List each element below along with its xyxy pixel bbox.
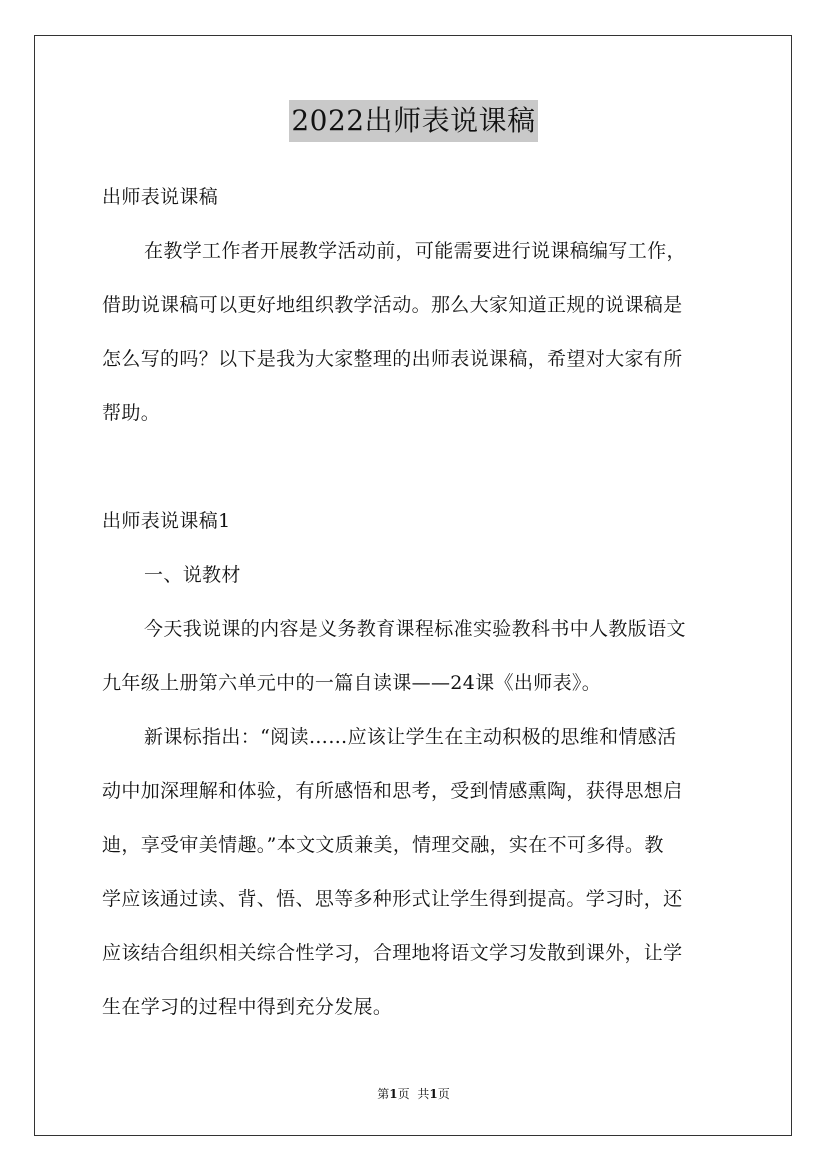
text-line: 今天我说课的内容是义务教育课程标准实验教科书中人教版语文	[144, 618, 686, 640]
page-suffix: 页	[397, 1087, 410, 1101]
page-footer	[0, 1085, 827, 1102]
text-line: 生在学习的过程中得到充分发展。	[102, 996, 393, 1018]
text-line: 九年级上册第六单元中的一篇自读课——24课《出师表》。	[102, 672, 602, 694]
document-title: 2022出师表说课稿	[289, 100, 537, 142]
text-line: 出师表说课稿	[102, 186, 219, 208]
page-current: 1	[389, 1087, 398, 1101]
text-line: 借助说课稿可以更好地组织教学活动。那么大家知道正规的说课稿是	[102, 294, 683, 316]
text-line: 怎么写的吗？以下是我为大家整理的出师表说课稿，希望对大家有所	[102, 348, 683, 370]
text-line: 新课标指出：“阅读……应该让学生在主动积极的思维和情感活	[144, 726, 677, 748]
text-line: 应该结合组织相关综合性学习，合理地将语文学习发散到课外，让学	[102, 942, 683, 964]
text-line: 迪，享受审美情趣。”本文文质兼美，情理交融，实在不可多得。教	[102, 834, 664, 856]
text-line: 在教学工作者开展教学活动前，可能需要进行说课稿编写工作，	[144, 240, 686, 262]
text-line: 一、说教材	[144, 564, 241, 586]
text-line: 帮助。	[102, 402, 161, 424]
blank-line	[102, 440, 728, 494]
total-suffix: 页	[437, 1087, 450, 1101]
text-line: 出师表说课稿1	[102, 510, 231, 532]
page-total: 1	[429, 1087, 438, 1101]
text-line: 动中加深理解和体验，有所感悟和思考，受到情感熏陶，获得思想启	[102, 780, 683, 802]
total-prefix: 共	[417, 1087, 430, 1101]
title-wrap	[0, 100, 827, 142]
page-prefix: 第	[377, 1087, 390, 1101]
text-line: 学应该通过读、背、悟、思等多种形式让学生得到提高。学习时，还	[102, 888, 683, 910]
document-body	[102, 170, 728, 1034]
